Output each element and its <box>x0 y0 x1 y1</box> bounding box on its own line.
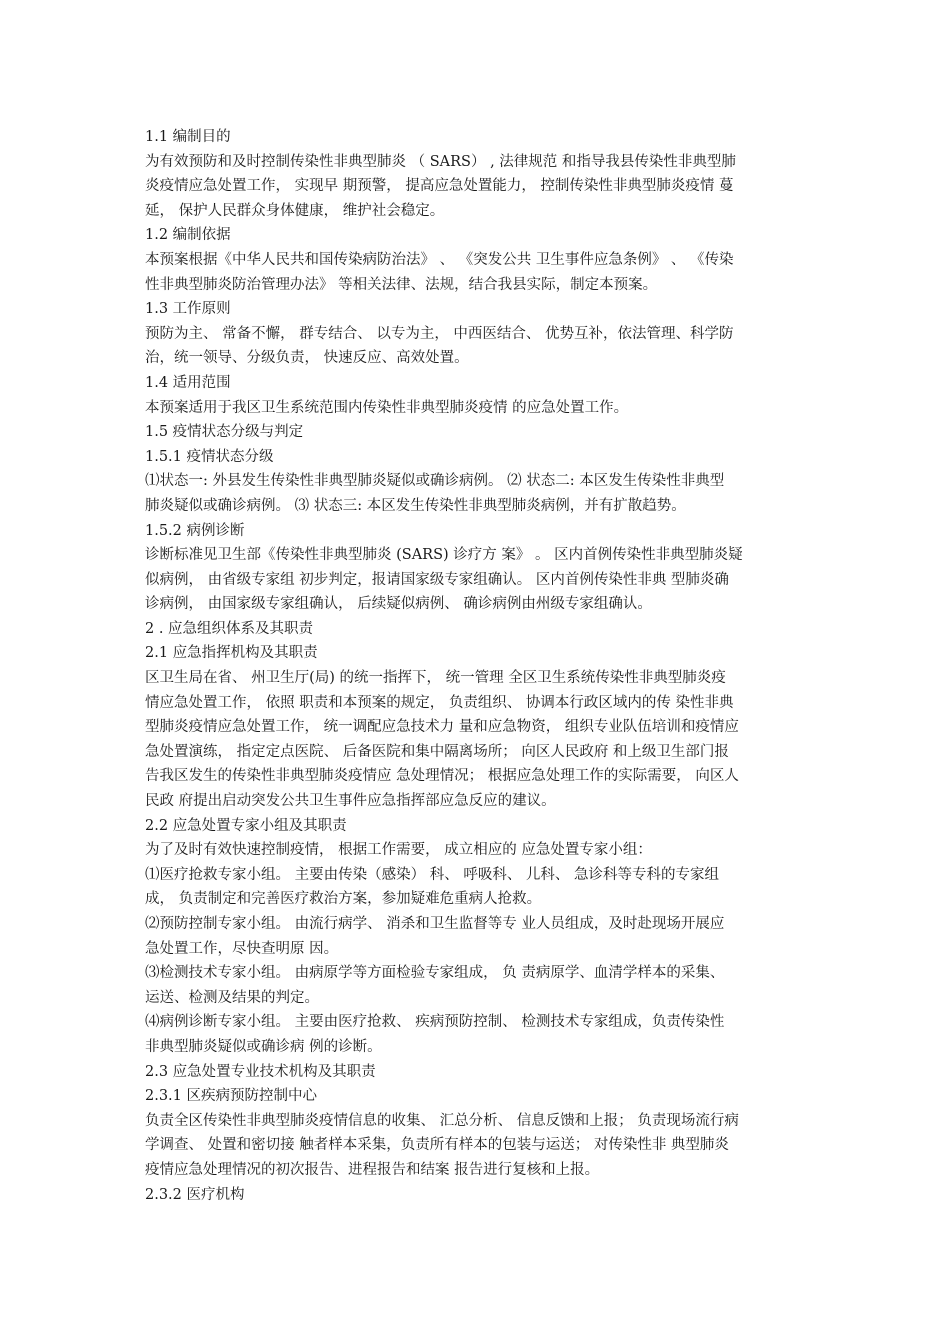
document-body <box>145 125 807 1207</box>
text-line: 2.2 应急处置专家小组及其职责 <box>145 817 347 834</box>
text-line: ⑷病例诊断专家小组。 主要由医疗抢救、 疾病预防控制、 检测技术专家组成，负责传染性 <box>145 1014 725 1031</box>
text-line: 1.5.2 病例诊断 <box>145 522 245 539</box>
text-line: 1.5.1 疫情状态分级 <box>145 448 274 465</box>
text-line: 2.1 应急指挥机构及其职责 <box>145 645 318 662</box>
text-line: 预防为主、 常备不懈， 群专结合、 以专为主， 中西医结合、 优势互补，依法管理、科学防 <box>145 325 734 342</box>
text-line: 1.4 适用范围 <box>145 374 231 391</box>
text-line: 情应急处置工作， 依照 职责和本预案的规定， 负责组织、 协调本行政区域内的传 染性非典 <box>145 694 734 711</box>
text-line: 本预案根据《中华人民共和国传染病防治法》 、 《突发公共 卫生事件应急条例》 、 《传染 <box>145 251 734 268</box>
text-line: 型肺炎疫情应急处置工作， 统一调配应急技术力 量和应急物资， 组织专业队伍培训和疫情应 <box>145 719 739 736</box>
text-line: 诊断标准见卫生部《传染性非典型肺炎 (SARS) 诊疗方 案》 。 区内首例传染性非典型肺炎疑 <box>145 547 743 564</box>
text-line: 炎疫情应急处置工作， 实现早 期预警， 提高应急处置能力， 控制传染性非典型肺炎疫情 蔓 <box>145 178 734 195</box>
text-line: 成， 负责制定和完善医疗救治方案，参加疑难危重病人抢救。 <box>145 891 542 908</box>
text-line: 2.3.2 医疗机构 <box>145 1186 245 1203</box>
text-line: 急处置工作，尽快查明原 因。 <box>145 940 339 957</box>
text-line: 运送、检测及结果的判定。 <box>145 989 319 1006</box>
text-line: 1.1 编制目的 <box>145 129 231 145</box>
text-line: 2 . 应急组织体系及其职责 <box>145 620 314 637</box>
text-line: 1.2 编制依据 <box>145 227 231 244</box>
text-line: 治，统一领导、分级负责， 快速反应、高效处置。 <box>145 350 469 367</box>
text-line: 2.3 应急处置专业技术机构及其职责 <box>145 1063 376 1080</box>
text-line: 1.3 工作原则 <box>145 301 231 318</box>
text-line: 2.3.1 区疾病预防控制中心 <box>145 1088 318 1105</box>
text-line: 1.5 疫情状态分级与判定 <box>145 424 304 441</box>
text-line: ⑶检测技术专家小组。 由病原学等方面检验专家组成， 负 责病原学、血清学样本的采集、 <box>145 965 725 982</box>
text-line: 区卫生局在省、 州卫生厅(局) 的统一指挥下， 统一管理 全区卫生系统传染性非典型肺炎疫 <box>145 670 726 687</box>
text-line: 非典型肺炎疑似或确诊病 例的诊断。 <box>145 1038 382 1055</box>
text-line: 急处置演练， 指定定点医院、 后备医院和集中隔离场所； 向区人民政府 和上级卫生部门报 <box>145 743 729 760</box>
text-line: 诊病例， 由国家级专家组确认， 后续疑似病例、 确诊病例由州级专家组确认。 <box>145 596 652 613</box>
text-line: 负责全区传染性非典型肺炎疫情信息的收集、 汇总分析、 信息反馈和上报； 负责现场流行病 <box>145 1112 739 1129</box>
text-line: ⑵预防控制专家小组。 由流行病学、 消杀和卫生监督等专 业人员组成，及时赴现场开展应 <box>145 916 725 932</box>
text-line: 性非典型肺炎防治管理办法》 等相关法律、法规，结合我县实际，制定本预案。 <box>145 276 658 293</box>
text-line: 为了及时有效快速控制疫情， 根据工作需要， 成立相应的 应急处置专家小组： <box>145 842 652 859</box>
text-line: 学调查、 处置和密切接 触者样本采集，负责所有样本的包装与运送； 对传染性非 典型肺炎 <box>145 1137 729 1154</box>
text-line: 为有效预防和及时控制传染性非典型肺炎 （ SARS） , 法律规范 和指导我县传染性非典型肺 <box>145 153 736 170</box>
text-line: ⑴状态一: 外县发生传染性非典型肺炎疑似或确诊病例。 ⑵ 状态二: 本区发生传染性非典型 <box>145 473 725 490</box>
text-line: 民政 府提出启动突发公共卫生事件应急指挥部应急反应的建议。 <box>145 793 556 810</box>
text-line: 肺炎疑似或确诊病例。 ⑶ 状态三: 本区发生传染性非典型肺炎病例，并有扩散趋势。 <box>145 497 686 514</box>
text-line: 疫情应急处理情况的初次报告、进程报告和结案 报告进行复核和上报。 <box>145 1161 600 1178</box>
text-line: ⑴医疗抢救专家小组。 主要由传染（感染） 科、 呼吸科、 儿科、 急诊科等专科的专家组 <box>145 866 720 883</box>
text-line: 告我区发生的传染性非典型肺炎疫情应 急处理情况； 根据应急处理工作的实际需要， 向区人 <box>145 768 739 785</box>
text-line: 延， 保护人民群众身体健康， 维护社会稳定。 <box>145 202 445 219</box>
text-line: 似病例， 由省级专家组 初步判定，报请国家级专家组确认。 区内首例传染性非典 型肺炎确 <box>145 571 729 588</box>
text-line: 本预案适用于我区卫生系统范围内传染性非典型肺炎疫情 的应急处置工作。 <box>145 399 629 416</box>
